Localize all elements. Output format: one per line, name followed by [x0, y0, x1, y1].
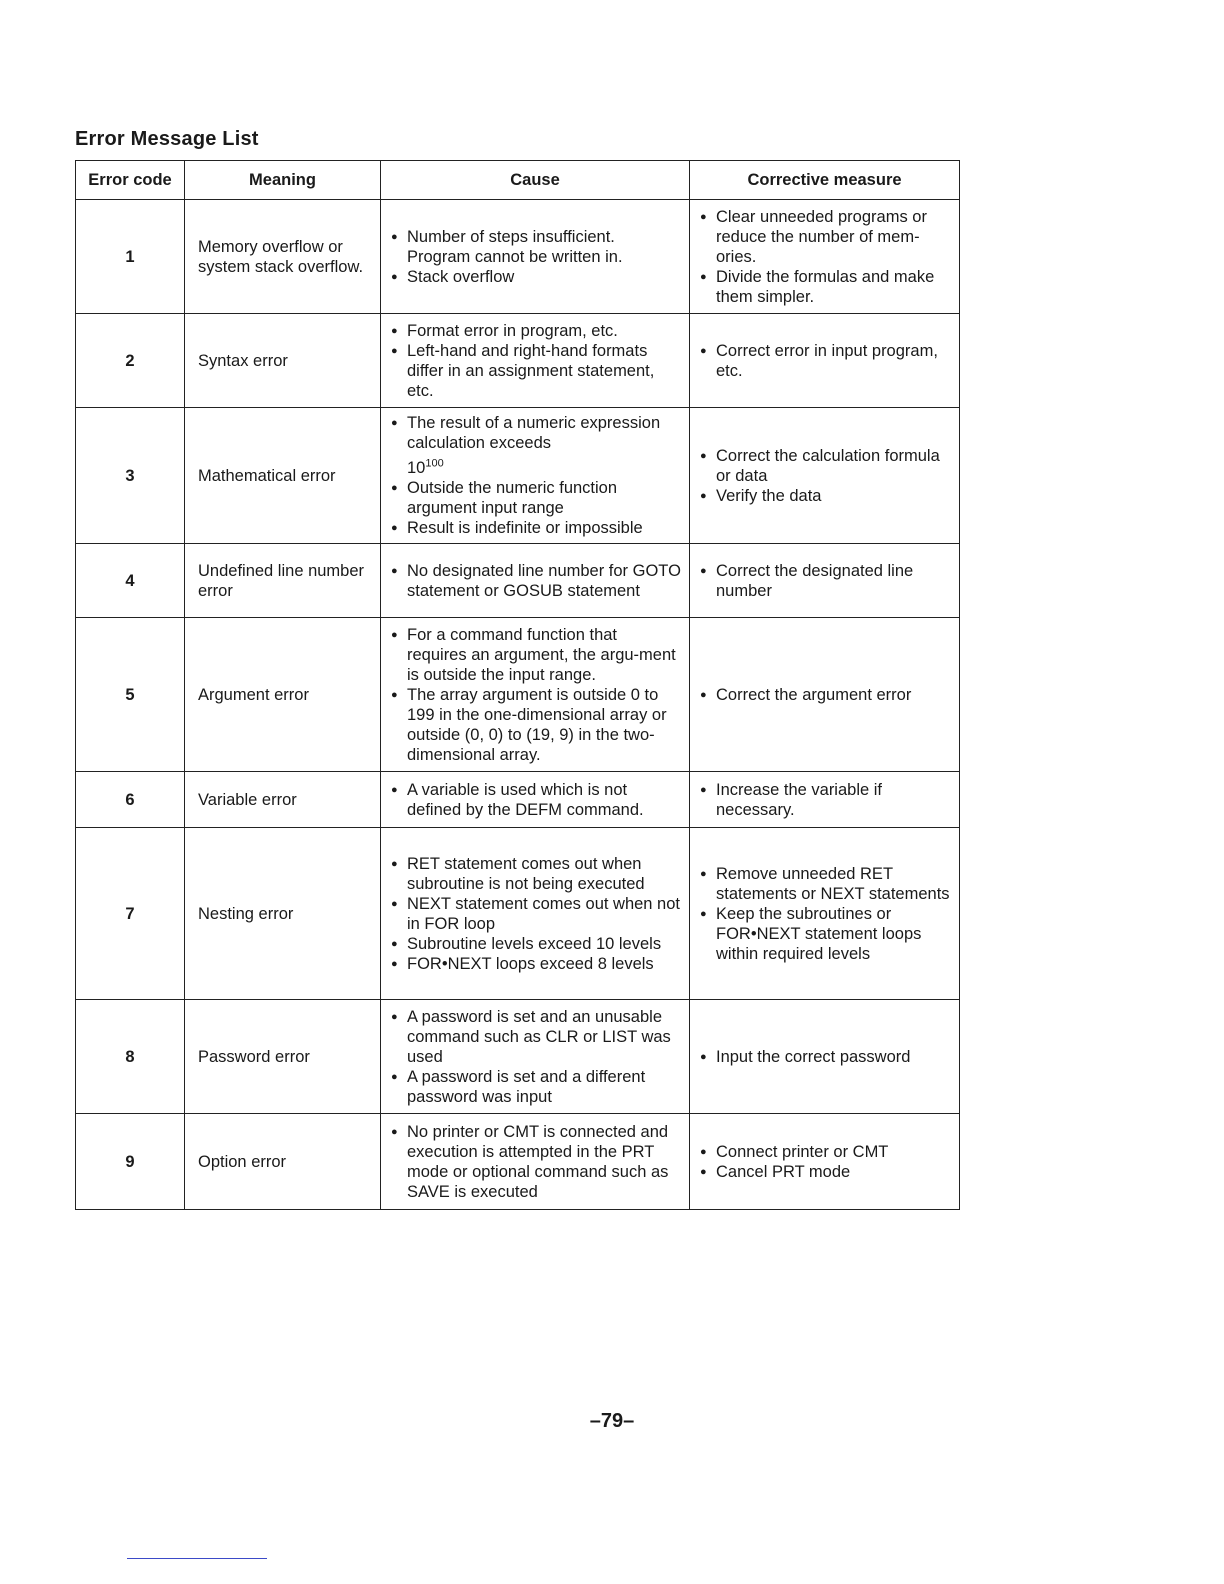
table-row [76, 772, 960, 828]
table-row [76, 200, 960, 314]
table-row [76, 1114, 960, 1210]
meaning-cell: Mathematical error [185, 408, 381, 544]
meaning-cell: Argument error [185, 618, 381, 772]
cause-cell [381, 618, 690, 772]
cause-cell [381, 1000, 690, 1114]
cause-item: ● Outside the numeric function argument input range [391, 478, 681, 518]
error-code-cell: 4 [76, 544, 185, 618]
measure-cell [690, 1114, 960, 1210]
error-code-cell: 6 [76, 772, 185, 828]
cause-item: ● NEXT statement comes out when not in FOR loop [391, 894, 681, 934]
cause-cell [381, 772, 690, 828]
measure-item: ● Connect printer or CMT [700, 1142, 951, 1162]
header-corrective-measure: Corrective measure [690, 161, 960, 200]
cause-item: ● A password is set and an unusable command such as CLR or LIST was used [391, 1007, 681, 1067]
power-exponent: 100 [425, 457, 444, 470]
measure-item: ● Verify the data [700, 486, 951, 506]
cause-item: ● Result is indefinite or impossible [391, 518, 681, 538]
cause-item: ● Left-hand and right-hand formats differ in an assignment statement, etc. [391, 341, 681, 401]
header-cause: Cause [381, 161, 690, 200]
measure-cell [690, 544, 960, 618]
measure-item: ● Correct error in input program, etc. [700, 341, 951, 381]
measure-cell [690, 618, 960, 772]
cause-cell [381, 544, 690, 618]
error-code-cell: 7 [76, 828, 185, 1000]
page-number: –79– [589, 1410, 635, 1432]
cause-item: ● Number of steps insufficient. Program cannot be written in. [391, 227, 681, 267]
meaning-cell: Password error [185, 1000, 381, 1114]
cause-item: ● No designated line number for GOTO statement or GOSUB statement [391, 561, 681, 601]
measure-item: ● Keep the subroutines or FOR•NEXT statement loops within required levels [700, 904, 951, 964]
cause-item: ● Stack overflow [391, 267, 681, 287]
meaning-cell: Memory overflow or system stack overflow. [185, 200, 381, 314]
error-code-cell: 5 [76, 618, 185, 772]
header-meaning: Meaning [185, 161, 381, 200]
measure-item: ● Input the correct password [700, 1047, 951, 1067]
page-title: Error Message List [75, 128, 259, 150]
cause-cell [381, 314, 690, 408]
cause-cell [381, 828, 690, 1000]
error-code-cell: 8 [76, 1000, 185, 1114]
cause-text: The result of a numeric expression calculation exceeds [407, 414, 661, 453]
meaning-cell: Undefined line number error [185, 544, 381, 618]
measure-cell [690, 200, 960, 314]
error-code-cell: 3 [76, 408, 185, 544]
error-code-cell: 1 [76, 200, 185, 314]
measure-item: ● Divide the formulas and make them simpler. [700, 267, 951, 307]
measure-item: ● Remove unneeded RET statements or NEXT statements [700, 864, 951, 904]
measure-item: ● Clear unneeded programs or reduce the number of mem-ories. [700, 207, 951, 267]
meaning-cell: Nesting error [185, 828, 381, 1000]
cause-item: ● The array argument is outside 0 to 199 in the one-dimensional array or outside (0, 0) to (19, 9) in the two-dimensional array. [391, 685, 681, 765]
measure-item: ● Cancel PRT mode [700, 1162, 951, 1182]
meaning-cell: Option error [185, 1114, 381, 1210]
power-base: 10 [407, 458, 426, 477]
measure-item: ● Correct the designated line number [700, 561, 951, 601]
cause-cell [381, 408, 690, 544]
error-code-cell: 2 [76, 314, 185, 408]
cause-item: ● RET statement comes out when subroutine is not being executed [391, 854, 681, 894]
table-row [76, 618, 960, 772]
header-error-code: Error code [76, 161, 185, 200]
measure-item: ● Correct the argument error [700, 685, 951, 705]
power-of-ten [407, 459, 444, 477]
measure-cell [690, 1000, 960, 1114]
table-row [76, 314, 960, 408]
table-row [76, 828, 960, 1000]
cause-item: ● A variable is used which is not defined by the DEFM command. [391, 780, 681, 820]
error-code-cell: 9 [76, 1114, 185, 1210]
footer-rule [127, 1558, 267, 1559]
error-message-table [75, 160, 960, 1210]
header-row [76, 161, 960, 200]
cause-item: ● A password is set and a different password was input [391, 1067, 681, 1107]
measure-cell [690, 828, 960, 1000]
cause-item: ● No printer or CMT is connected and execution is attempted in the PRT mode or optional command such as SAVE is executed [391, 1122, 681, 1202]
measure-item: ● Correct the calculation formula or data [700, 446, 951, 486]
meaning-cell: Variable error [185, 772, 381, 828]
measure-cell [690, 772, 960, 828]
measure-cell [690, 314, 960, 408]
meaning-cell: Syntax error [185, 314, 381, 408]
measure-item: ● Increase the variable if necessary. [700, 780, 951, 820]
cause-item: ● Subroutine levels exceed 10 levels [391, 934, 681, 954]
cause-item [391, 413, 681, 478]
cause-item: ● For a command function that requires an argument, the argu-ment is outside the input range. [391, 625, 681, 685]
cause-item: ● Format error in program, etc. [391, 321, 681, 341]
cause-cell [381, 200, 690, 314]
table-row [76, 1000, 960, 1114]
cause-item: ● FOR•NEXT loops exceed 8 levels [391, 954, 681, 974]
table-row [76, 544, 960, 618]
table-row [76, 408, 960, 544]
cause-cell [381, 1114, 690, 1210]
measure-cell [690, 408, 960, 544]
